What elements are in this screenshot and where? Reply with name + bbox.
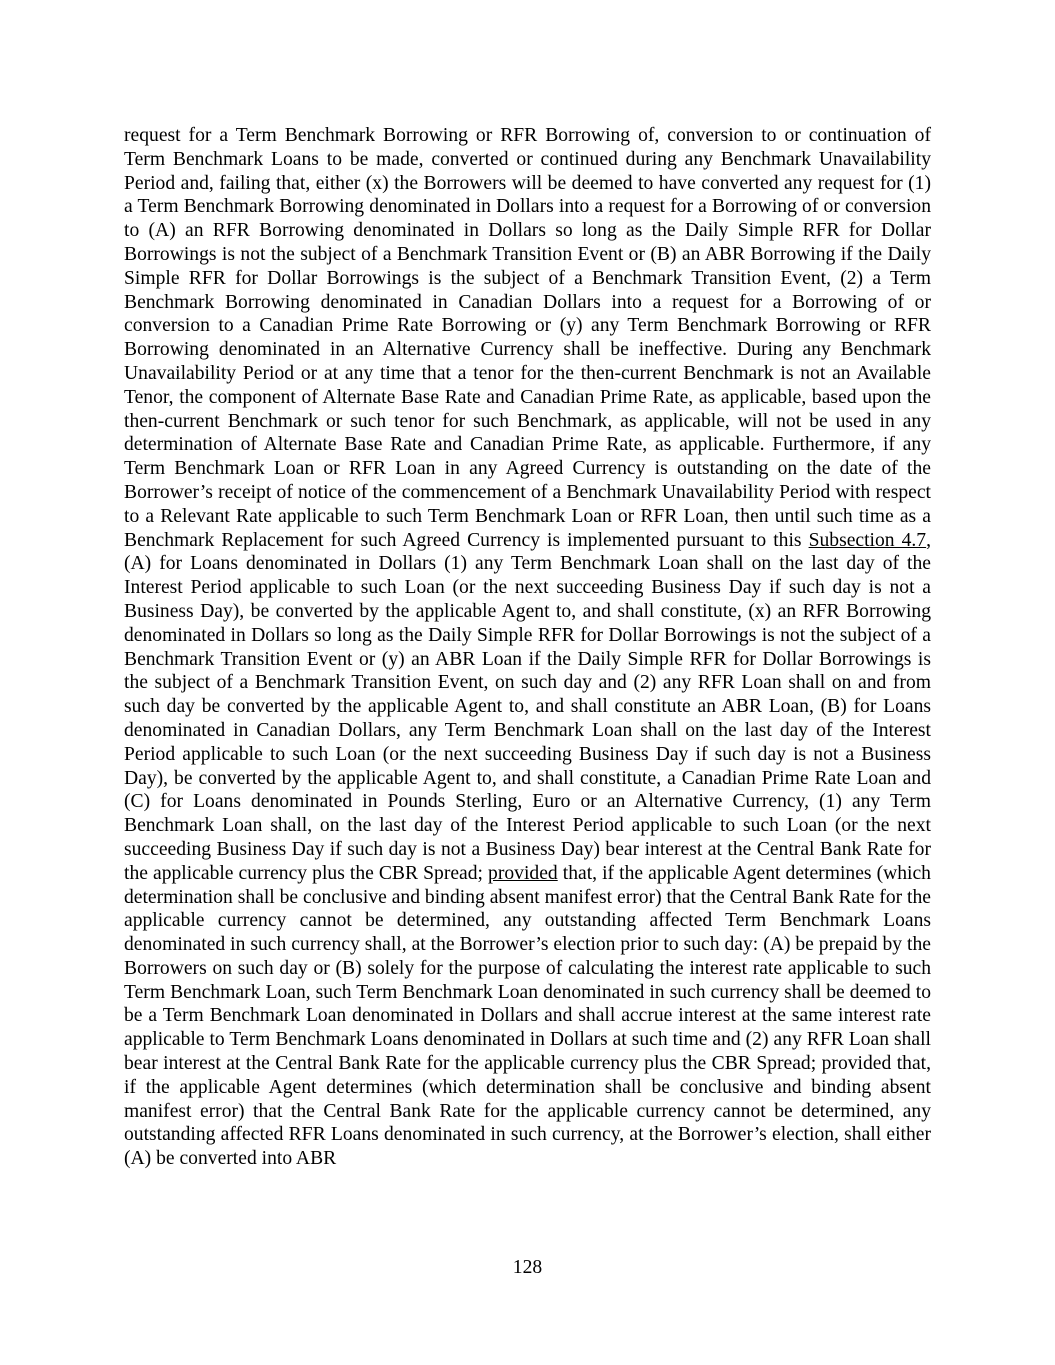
subsection-4-7-link[interactable]: Subsection 4.7	[808, 529, 927, 551]
paragraph-text-part-1: request for a Term Benchmark Borrowing or RFR Borrowing of, conversion to or continuation of Term Benchmark Loans to be made, converted or continued during any Benchmark Unavailability Period and, failing that, either (x) the Borrowers will be deemed to have converted any request for (1) a Term Benchmark Borrowing denominated in Dollars into a request for a Borrowing of or conversion to (A) an RFR Borrowing denominated in Dollars so long as the Daily Simple RFR for Dollar Borrowings is not the subject of a Benchmark Transition Event or (B) an ABR Borrowing if the Daily Simple RFR for Dollar Borrowings is the subject of a Benchmark Transition Event, (2) a Term Benchmark Borrowing denominated in Canadian Dollars into a request for a Borrowing of or conversion to a Canadian Prime Rate Borrowing or (y) any Term Benchmark Borrowing or RFR Borrowing denominated in an Alternative Currency shall be ineffective. During any Benchmark Unavailability Period or at any time that a tenor for the then-current Benchmark is not an Available Tenor, the component of Alternate Base Rate and Canadian Prime Rate, as applicable, based upon the then-current Benchmark or such tenor for such Benchmark, as applicable, will not be used in any determination of Alternate Base Rate and Canadian Prime Rate, as applicable. Furthermore, if any Term Benchmark Loan or RFR Loan in any Agreed Currency is outstanding on the date of the Borrower’s receipt of notice of the commencement of a Benchmark Unavailability Period with respect to a Relevant Rate applicable to such Term Benchmark Loan or RFR Loan, then until such time as a Benchmark Replacement for such Agreed Currency is implemented pursuant to this	[124, 125, 931, 551]
paragraph-text-part-3: that, if the applicable Agent determines (which determination shall be conclusive and binding absent manifest error) that the Central Bank Rate for the applicable currency cannot be determined, any outstanding affected Term Benchmark Loans denominated in such currency shall, at the Borrower’s election prior to such day: (A) be prepaid by the Borrowers on such day or (B) solely for the purpose of calculating the interest rate applicable to such Term Benchmark Loan, such Term Benchmark Loan denominated in such currency shall be deemed to be a Term Benchmark Loan denominated in Dollars and shall accrue interest at the same interest rate applicable to Term Benchmark Loans denominated in Dollars at such time and (2) any RFR Loan shall bear interest at the Central Bank Rate for the applicable currency plus the CBR Spread; provided that, if the applicable Agent determines (which determination shall be conclusive and binding absent manifest error) that the Central Bank Rate for the applicable currency cannot be determined, any outstanding affected RFR Loans denominated in such currency, at the Borrower’s election, shall either (A) be converted into ABR	[124, 862, 931, 1170]
body-paragraph	[124, 124, 931, 1171]
paragraph-text-part-2: , (A) for Loans denominated in Dollars (1) any Term Benchmark Loan shall on the last day of the Interest Period applicable to such Loan (or the next succeeding Business Day if such day is not a Business Day), be converted by the applicable Agent to, and shall constitute, (x) an RFR Borrowing denominated in Dollars so long as the Daily Simple RFR for Dollar Borrowings is not the subject of a Benchmark Transition Event or (y) an ABR Loan if the Daily Simple RFR for Dollar Borrowings is the subject of a Benchmark Transition Event, on such day and (2) any RFR Loan shall on and from such day be converted by the applicable Agent to, and shall constitute an ABR Loan, (B) for Loans denominated in Canadian Dollars, any Term Benchmark Loan shall on the last day of the Interest Period applicable to such Loan (or the next succeeding Business Day if such day is not a Business Day), be converted by the applicable Agent to, and shall constitute, a Canadian Prime Rate Loan and (C) for Loans denominated in Pounds Sterling, Euro or an Alternative Currency, (1) any Term Benchmark Loan shall, on the last day of the Interest Period applicable to such Loan (or the next succeeding Business Day if such day is not a Business Day) bear interest at the Central Bank Rate for the applicable currency plus the CBR Spread;	[124, 529, 931, 884]
provided-emphasis: provided	[488, 862, 558, 884]
page-number: 128	[512, 1257, 543, 1278]
